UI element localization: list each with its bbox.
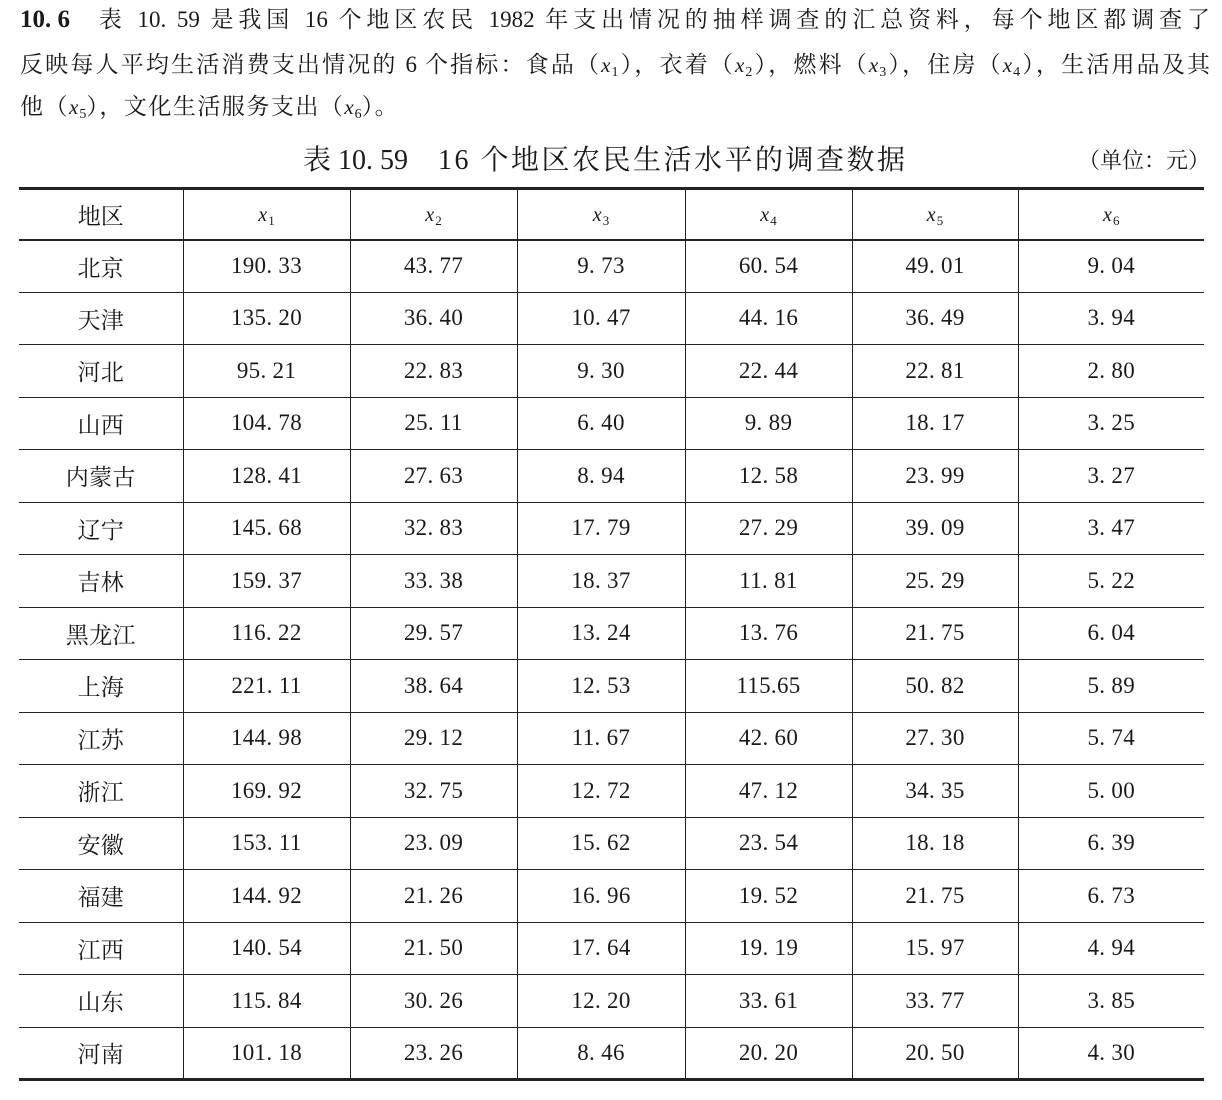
table-row xyxy=(19,292,1204,345)
value-cell-x3: 10. 47 xyxy=(517,292,685,345)
variable-x5 xyxy=(69,92,86,122)
variable-subscript: 4 xyxy=(1013,65,1021,80)
value-cell-x4: 11. 81 xyxy=(685,555,852,608)
variable-subscript: 5 xyxy=(936,213,944,229)
value-cell-x2: 43. 77 xyxy=(350,240,517,293)
value-cell-x5: 27. 30 xyxy=(852,712,1018,765)
value-cell-x2: 25. 11 xyxy=(350,397,517,450)
problem-text: 他（ xyxy=(20,94,69,119)
value-cell-x3: 18. 37 xyxy=(517,555,685,608)
value-cell-x4: 60. 54 xyxy=(685,240,852,293)
problem-text: ），燃料（ xyxy=(752,52,869,77)
value-cell-x3: 6. 40 xyxy=(517,397,685,450)
variable-x4 xyxy=(760,201,776,227)
header-x6 xyxy=(1018,189,1204,240)
table-row xyxy=(19,765,1204,818)
variable-subscript: 6 xyxy=(354,107,362,122)
problem-text: ），文化生活服务支出（ xyxy=(86,94,345,119)
value-cell-x1: 128. 41 xyxy=(183,450,350,503)
value-cell-x4: 42. 60 xyxy=(685,712,852,765)
table-row xyxy=(19,607,1204,660)
header-row xyxy=(19,189,1204,240)
value-cell-x2: 36. 40 xyxy=(350,292,517,345)
region-cell: 北京 xyxy=(19,240,183,293)
value-cell-x1: 135. 20 xyxy=(183,292,350,345)
header-x1 xyxy=(183,189,350,240)
region-cell: 浙江 xyxy=(19,765,183,818)
value-cell-x6: 6. 39 xyxy=(1018,817,1204,870)
variable-subscript: 3 xyxy=(879,65,887,80)
value-cell-x5: 33. 77 xyxy=(852,975,1018,1028)
variable-subscript: 2 xyxy=(435,213,442,229)
header-x2 xyxy=(350,189,517,240)
value-cell-x2: 30. 26 xyxy=(350,975,517,1028)
value-cell-x3: 17. 79 xyxy=(517,502,685,555)
table-row xyxy=(19,502,1204,555)
region-cell: 安徽 xyxy=(19,817,183,870)
table-row xyxy=(19,345,1204,398)
value-cell-x4: 23. 54 xyxy=(685,817,852,870)
value-cell-x3: 13. 24 xyxy=(517,607,685,660)
value-cell-x1: 169. 92 xyxy=(183,765,350,818)
value-cell-x6: 3. 85 xyxy=(1018,975,1204,1028)
variable-symbol: x xyxy=(425,204,435,227)
value-cell-x6: 2. 80 xyxy=(1018,345,1204,398)
region-cell: 吉林 xyxy=(19,555,183,608)
value-cell-x2: 21. 26 xyxy=(350,870,517,923)
value-cell-x1: 144. 92 xyxy=(183,870,350,923)
value-cell-x4: 27. 29 xyxy=(685,502,852,555)
variable-x3 xyxy=(869,50,886,80)
value-cell-x3: 17. 64 xyxy=(517,922,685,975)
value-cell-x6: 5. 89 xyxy=(1018,660,1204,713)
value-cell-x5: 39. 09 xyxy=(852,502,1018,555)
value-cell-x3: 8. 46 xyxy=(517,1027,685,1080)
variable-subscript: 3 xyxy=(602,213,610,229)
value-cell-x2: 23. 09 xyxy=(350,817,517,870)
region-cell: 福建 xyxy=(19,870,183,923)
value-cell-x3: 9. 30 xyxy=(517,345,685,398)
table-caption-title: 16 个地区农民生活水平的调查数据 xyxy=(438,145,908,176)
value-cell-x2: 27. 63 xyxy=(350,450,517,503)
value-cell-x5: 34. 35 xyxy=(852,765,1018,818)
value-cell-x2: 29. 57 xyxy=(350,607,517,660)
value-cell-x3: 15. 62 xyxy=(517,817,685,870)
value-cell-x6: 5. 22 xyxy=(1018,555,1204,608)
value-cell-x5: 22. 81 xyxy=(852,345,1018,398)
value-cell-x6: 5. 74 xyxy=(1018,712,1204,765)
table-row xyxy=(19,555,1204,608)
region-cell: 内蒙古 xyxy=(19,450,183,503)
table-row xyxy=(19,397,1204,450)
value-cell-x5: 20. 50 xyxy=(852,1027,1018,1080)
value-cell-x4: 20. 20 xyxy=(685,1027,852,1080)
table-row xyxy=(19,660,1204,713)
region-cell: 天津 xyxy=(19,292,183,345)
value-cell-x4: 33. 61 xyxy=(685,975,852,1028)
problem-line-3 xyxy=(20,92,1210,122)
value-cell-x3: 9. 73 xyxy=(517,240,685,293)
value-cell-x2: 32. 83 xyxy=(350,502,517,555)
table-row xyxy=(19,450,1204,503)
value-cell-x5: 21. 75 xyxy=(852,607,1018,660)
value-cell-x4: 47. 12 xyxy=(685,765,852,818)
value-cell-x3: 12. 20 xyxy=(517,975,685,1028)
value-cell-x5: 18. 17 xyxy=(852,397,1018,450)
region-cell: 上海 xyxy=(19,660,183,713)
table-unit: （单位：元） xyxy=(1077,148,1210,173)
value-cell-x1: 145. 68 xyxy=(183,502,350,555)
value-cell-x2: 33. 38 xyxy=(350,555,517,608)
value-cell-x6: 4. 94 xyxy=(1018,922,1204,975)
problem-line-1 xyxy=(20,5,1210,35)
header-x4 xyxy=(685,189,852,240)
table-body xyxy=(19,240,1204,1080)
value-cell-x1: 144. 98 xyxy=(183,712,350,765)
problem-text: ）。 xyxy=(361,94,400,119)
variable-x2 xyxy=(735,50,752,80)
value-cell-x6: 9. 04 xyxy=(1018,240,1204,293)
value-cell-x4: 22. 44 xyxy=(685,345,852,398)
table-row xyxy=(19,240,1204,293)
variable-x2 xyxy=(425,201,441,227)
table-row xyxy=(19,922,1204,975)
value-cell-x1: 190. 33 xyxy=(183,240,350,293)
value-cell-x4: 19. 19 xyxy=(685,922,852,975)
variable-subscript: 4 xyxy=(770,213,777,229)
value-cell-x4: 44. 16 xyxy=(685,292,852,345)
value-cell-x1: 95. 21 xyxy=(183,345,350,398)
problem-text: 表 10. 59 是我国 16 个地区农民 1982 年支出情况的抽样调查的汇总资料，每个地区都调查了 xyxy=(94,7,1210,32)
value-cell-x1: 115. 84 xyxy=(183,975,350,1028)
value-cell-x3: 16. 96 xyxy=(517,870,685,923)
variable-symbol: x xyxy=(69,95,79,119)
value-cell-x4: 9. 89 xyxy=(685,397,852,450)
value-cell-x4: 115.65 xyxy=(685,660,852,713)
value-cell-x4: 13. 76 xyxy=(685,607,852,660)
table-row xyxy=(19,1027,1204,1080)
header-x5 xyxy=(852,189,1018,240)
table-caption-number: 表 10. 59 xyxy=(303,145,409,176)
value-cell-x3: 8. 94 xyxy=(517,450,685,503)
variable-symbol: x xyxy=(760,204,770,227)
region-cell: 山东 xyxy=(19,975,183,1028)
variable-symbol: x xyxy=(926,204,936,227)
variable-symbol: x xyxy=(1002,53,1013,77)
data-table xyxy=(19,187,1204,1081)
variable-subscript: 1 xyxy=(611,65,619,80)
problem-number: 10. 6 xyxy=(20,6,70,33)
variable-x1 xyxy=(258,201,274,227)
value-cell-x2: 29. 12 xyxy=(350,712,517,765)
variable-subscript: 6 xyxy=(1112,213,1120,229)
variable-symbol: x xyxy=(868,53,879,77)
variable-symbol: x xyxy=(601,53,611,77)
table-row xyxy=(19,712,1204,765)
table-row xyxy=(19,817,1204,870)
value-cell-x6: 4. 30 xyxy=(1018,1027,1204,1080)
value-cell-x5: 36. 49 xyxy=(852,292,1018,345)
value-cell-x2: 23. 26 xyxy=(350,1027,517,1080)
value-cell-x5: 18. 18 xyxy=(852,817,1018,870)
variable-x6 xyxy=(1103,201,1119,227)
region-cell: 江西 xyxy=(19,922,183,975)
value-cell-x4: 12. 58 xyxy=(685,450,852,503)
value-cell-x6: 6. 04 xyxy=(1018,607,1204,660)
region-cell: 山西 xyxy=(19,397,183,450)
problem-text: 反映每人平均生活消费支出情况的 6 个指标：食品（ xyxy=(20,52,602,77)
value-cell-x1: 104. 78 xyxy=(183,397,350,450)
value-cell-x3: 11. 67 xyxy=(517,712,685,765)
region-cell: 黑龙江 xyxy=(19,607,183,660)
value-cell-x6: 3. 94 xyxy=(1018,292,1204,345)
region-cell: 江苏 xyxy=(19,712,183,765)
variable-x5 xyxy=(927,201,943,227)
variable-subscript: 5 xyxy=(79,107,87,122)
header-region: 地区 xyxy=(19,189,183,240)
value-cell-x2: 22. 83 xyxy=(350,345,517,398)
variable-x6 xyxy=(344,92,361,122)
value-cell-x6: 3. 27 xyxy=(1018,450,1204,503)
table-caption xyxy=(303,144,908,178)
variable-symbol: x xyxy=(1103,204,1112,227)
variable-x4 xyxy=(1003,50,1020,80)
value-cell-x6: 6. 73 xyxy=(1018,870,1204,923)
value-cell-x2: 32. 75 xyxy=(350,765,517,818)
variable-x3 xyxy=(593,201,609,227)
value-cell-x1: 159. 37 xyxy=(183,555,350,608)
value-cell-x5: 49. 01 xyxy=(852,240,1018,293)
value-cell-x5: 50. 82 xyxy=(852,660,1018,713)
value-cell-x6: 3. 25 xyxy=(1018,397,1204,450)
value-cell-x5: 15. 97 xyxy=(852,922,1018,975)
problem-text: ），住房（ xyxy=(886,52,1003,77)
value-cell-x5: 21. 75 xyxy=(852,870,1018,923)
problem-text: ），生活用品及其 xyxy=(1020,52,1211,77)
value-cell-x6: 5. 00 xyxy=(1018,765,1204,818)
region-cell: 河南 xyxy=(19,1027,183,1080)
value-cell-x5: 25. 29 xyxy=(852,555,1018,608)
variable-symbol: x xyxy=(735,53,745,77)
table-row xyxy=(19,870,1204,923)
region-cell: 辽宁 xyxy=(19,502,183,555)
value-cell-x2: 21. 50 xyxy=(350,922,517,975)
value-cell-x3: 12. 53 xyxy=(517,660,685,713)
variable-symbol: x xyxy=(344,95,354,119)
table-row xyxy=(19,975,1204,1028)
value-cell-x2: 38. 64 xyxy=(350,660,517,713)
problem-text: ），衣着（ xyxy=(618,52,736,77)
value-cell-x4: 19. 52 xyxy=(685,870,852,923)
variable-subscript: 2 xyxy=(745,65,753,80)
value-cell-x1: 140. 54 xyxy=(183,922,350,975)
value-cell-x1: 221. 11 xyxy=(183,660,350,713)
value-cell-x1: 116. 22 xyxy=(183,607,350,660)
variable-symbol: x xyxy=(592,204,602,227)
value-cell-x6: 3. 47 xyxy=(1018,502,1204,555)
header-x3 xyxy=(517,189,685,240)
value-cell-x1: 101. 18 xyxy=(183,1027,350,1080)
variable-subscript: 1 xyxy=(268,213,275,229)
region-cell: 河北 xyxy=(19,345,183,398)
problem-line-2 xyxy=(20,50,1210,80)
value-cell-x5: 23. 99 xyxy=(852,450,1018,503)
value-cell-x3: 12. 72 xyxy=(517,765,685,818)
value-cell-x1: 153. 11 xyxy=(183,817,350,870)
variable-x1 xyxy=(601,50,618,80)
variable-symbol: x xyxy=(258,204,268,227)
